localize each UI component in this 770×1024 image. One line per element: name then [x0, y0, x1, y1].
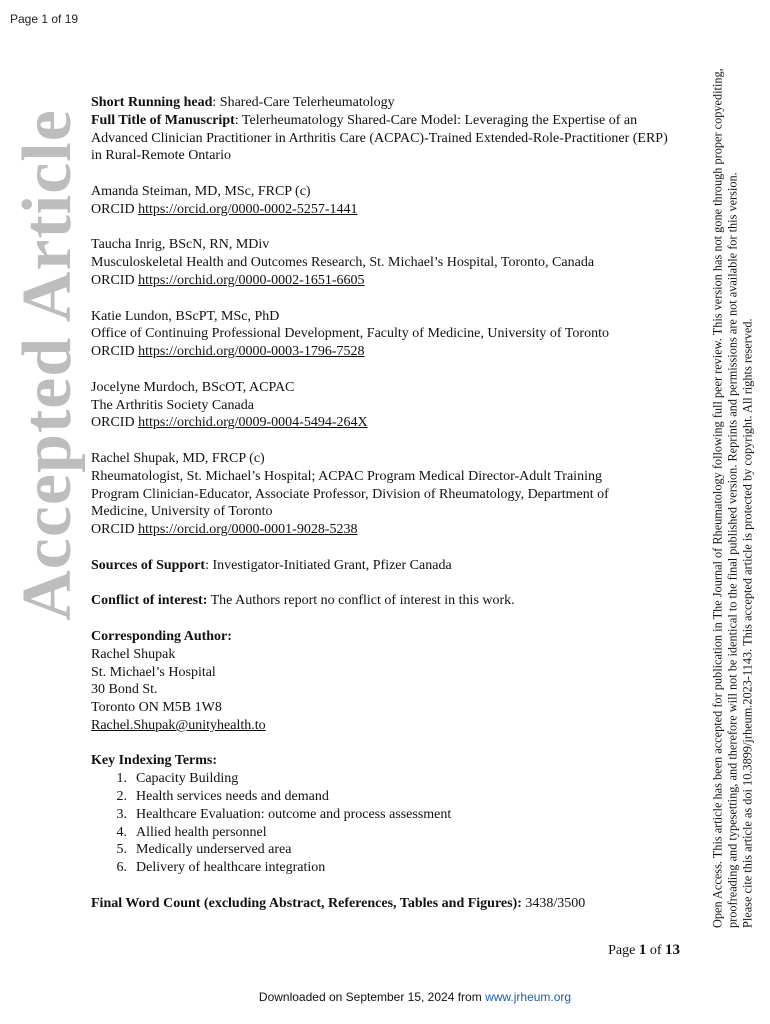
- author-affiliation: The Arthritis Society Canada: [91, 397, 254, 413]
- footer-text: Downloaded on September 15, 2024 from: [258, 990, 486, 1004]
- indexing-label: Key Indexing Terms:: [91, 753, 218, 769]
- title-page-content: [91, 94, 681, 930]
- orcid-link[interactable]: https://orchid.org/0009-0004-5494-264X: [138, 415, 368, 431]
- corresponding-email-link[interactable]: Rachel.Shupak@unityhealth.to: [91, 717, 266, 733]
- page-number-of: of: [646, 943, 665, 958]
- title-block: [91, 94, 681, 165]
- open-access-notice: [711, 28, 756, 928]
- corresponding-name: Rachel Shupak: [91, 646, 176, 662]
- word-count: [91, 895, 681, 913]
- author-affiliation: Rheumatologist, St. Michael’s Hospital; ACPAC Program Medical Director-Adult Training: [91, 468, 602, 484]
- page-number: [608, 942, 680, 959]
- support-label: Sources of Support: [91, 557, 206, 573]
- orcid-label: ORCID: [91, 415, 139, 431]
- orcid-line: [91, 272, 681, 290]
- author-affiliation: Medicine, University of Toronto: [91, 504, 273, 520]
- orcid-label: ORCID: [91, 201, 139, 217]
- term-text: Health services needs and demand: [136, 789, 329, 805]
- list-number: 2.: [116, 789, 127, 805]
- author-affiliation: Program Clinician-Educator, Associate Professor, Division of Rheumatology, Department of: [91, 486, 609, 502]
- author-name: Amanda Steiman, MD, MSc, FRCP (c): [91, 183, 311, 199]
- corresponding-city: Toronto ON M5B 1W8: [91, 700, 222, 716]
- page-number-current: 1: [638, 942, 647, 958]
- corresponding-street: 30 Bond St.: [91, 682, 158, 698]
- orcid-link[interactable]: https://orchid.org/0000-0002-1651-6605: [138, 272, 365, 288]
- term-text: Medically underserved area: [136, 842, 292, 858]
- list-number: 3.: [116, 806, 127, 822]
- running-head: [91, 94, 681, 112]
- orcid-label: ORCID: [91, 272, 139, 288]
- orcid-label: ORCID: [91, 344, 139, 360]
- list-item: [91, 806, 681, 824]
- list-number: 1.: [116, 771, 127, 787]
- full-title-label: Full Title of Manuscript: [91, 112, 235, 128]
- conflict-of-interest: [91, 592, 681, 610]
- pdf-page-indicator: Page 1 of 19: [10, 12, 79, 26]
- corresponding-author: [91, 628, 681, 735]
- running-head-label: Short Running head: [91, 95, 213, 110]
- list-number: 6.: [116, 860, 127, 876]
- support-value: : Investigator-Initiated Grant, Pfizer Canada: [205, 557, 452, 573]
- list-item: [91, 859, 681, 877]
- orcid-line: [91, 343, 681, 361]
- orcid-label: ORCID: [91, 522, 139, 538]
- footer-site-link[interactable]: www.jrheum.org: [485, 990, 572, 1004]
- running-head-value: : Shared-Care Telerheumatology: [212, 95, 395, 110]
- page-number-prefix: Page: [608, 943, 639, 958]
- indexing-terms-list: [91, 770, 681, 877]
- term-text: Healthcare Evaluation: outcome and process assessment: [136, 806, 452, 822]
- author-name: Katie Lundon, BScPT, MSc, PhD: [91, 308, 280, 324]
- word-count-value: 3438/3500: [521, 895, 586, 911]
- download-footer: [0, 990, 770, 1004]
- author-block: [91, 379, 681, 432]
- author-block: [91, 308, 681, 361]
- notice-line-1: Open Access. This article has been accepted for publication in The Journal of Rheumatology following full peer review. This version has not gone through proper copyediting,: [710, 68, 725, 928]
- notice-line-3: Please cite this article as doi 10.3899/jrheum.2023-1143. This accepted article is protected by copyright. All rights reserved.: [740, 318, 755, 928]
- orcid-line: [91, 201, 681, 219]
- orcid-link[interactable]: https://orchid.org/0000-0003-1796-7528: [138, 344, 365, 360]
- list-item: [91, 841, 681, 859]
- author-block: [91, 236, 681, 289]
- author-name: Jocelyne Murdoch, BScOT, ACPAC: [91, 379, 295, 395]
- author-block: [91, 183, 681, 219]
- conflict-value: The Authors report no conflict of interest in this work.: [207, 593, 515, 609]
- page-number-total: 13: [665, 942, 680, 958]
- list-item: [91, 788, 681, 806]
- orcid-line: [91, 521, 681, 539]
- term-text: Allied health personnel: [136, 824, 267, 840]
- orcid-line: [91, 414, 681, 432]
- term-text: Capacity Building: [136, 771, 239, 787]
- list-number: 5.: [116, 842, 127, 858]
- author-block: [91, 450, 681, 539]
- full-title-value: : Telerheumatology Shared-Care Model: Leveraging the Expertise of an Advanced Clinician Practitioner in Arthritis Care (ACPAC)-Trained Extended-Role-Practitioner (ERP) in Rural-Remote Ontario: [91, 112, 668, 164]
- orcid-link[interactable]: https://orcid.org/0000-0002-5257-1441: [138, 201, 358, 217]
- list-item: [91, 770, 681, 788]
- author-name: Taucha Inrig, BScN, RN, MDiv: [91, 237, 270, 253]
- orcid-link[interactable]: https://orcid.org/0000-0001-9028-5238: [138, 522, 358, 538]
- author-affiliation: Office of Continuing Professional Development, Faculty of Medicine, University of Toronto: [91, 326, 609, 342]
- author-name: Rachel Shupak, MD, FRCP (c): [91, 450, 265, 466]
- full-title: [91, 112, 681, 165]
- word-count-label: Final Word Count (excluding Abstract, References, Tables and Figures):: [91, 895, 522, 911]
- conflict-label: Conflict of interest:: [91, 593, 208, 609]
- accepted-article-watermark: Accepted Article: [9, 109, 86, 621]
- sources-of-support: [91, 557, 681, 575]
- term-text: Delivery of healthcare integration: [136, 860, 326, 876]
- notice-line-2: proofreading and typesetting, and therefore will not be identical to the final published version. Reprints and permissions are not available for this version.: [725, 172, 740, 928]
- author-affiliation: Musculoskeletal Health and Outcomes Research, St. Michael’s Hospital, Toronto, Canada: [91, 255, 595, 271]
- list-number: 4.: [116, 824, 127, 840]
- key-indexing-terms: [91, 752, 681, 877]
- corresponding-label: Corresponding Author:: [91, 628, 232, 644]
- list-item: [91, 824, 681, 842]
- corresponding-org: St. Michael’s Hospital: [91, 664, 216, 680]
